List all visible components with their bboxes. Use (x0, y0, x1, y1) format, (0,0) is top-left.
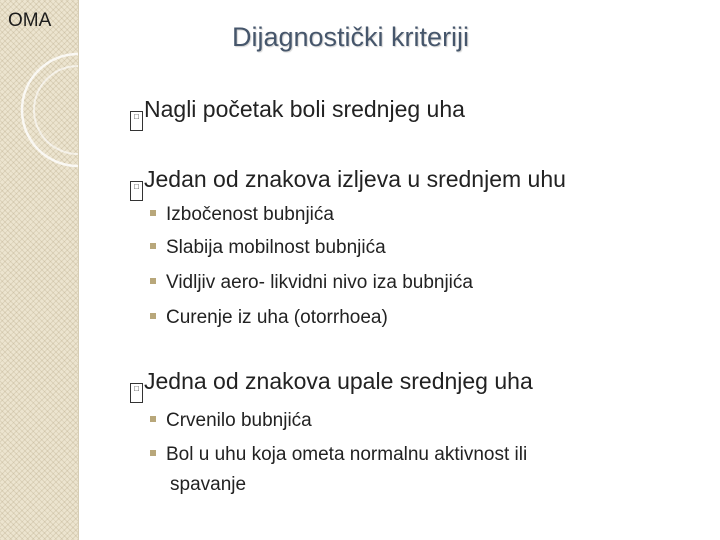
missing-glyph-icon: □ (130, 111, 143, 131)
corner-label: OMA (8, 10, 52, 31)
square-bullet-icon (150, 278, 156, 284)
list-item: Vidljiv aero- likvidni nivo iza bubnjića (150, 272, 473, 294)
list-item: Izbočenost bubnjića (150, 204, 334, 226)
list-item: □ Nagli početak boli srednjeg uha (130, 96, 465, 131)
square-bullet-icon (150, 313, 156, 319)
list-item: Bol u uhu koja ometa normalnu aktivnost ili (150, 444, 527, 466)
list-item: □ Jedna od znakova upale srednjeg uha (130, 368, 533, 403)
square-bullet-icon (150, 210, 156, 216)
missing-glyph-icon: □ (130, 181, 143, 201)
decorative-sidebar (0, 0, 79, 540)
square-bullet-icon (150, 450, 156, 456)
list-item: □ Jedan od znakova izljeva u srednjem uhu (130, 166, 566, 201)
square-bullet-icon (150, 243, 156, 249)
list-item-continuation: spavanje (170, 474, 247, 495)
missing-glyph-icon: □ (130, 383, 143, 403)
list-item: Curenje iz uha (otorrhoea) (150, 307, 388, 329)
square-bullet-icon (150, 416, 156, 422)
list-item: Crvenilo bubnjića (150, 410, 312, 432)
slide-title: Dijagnostički kriteriji (232, 22, 470, 52)
list-item: Slabija mobilnost bubnjića (150, 237, 386, 259)
